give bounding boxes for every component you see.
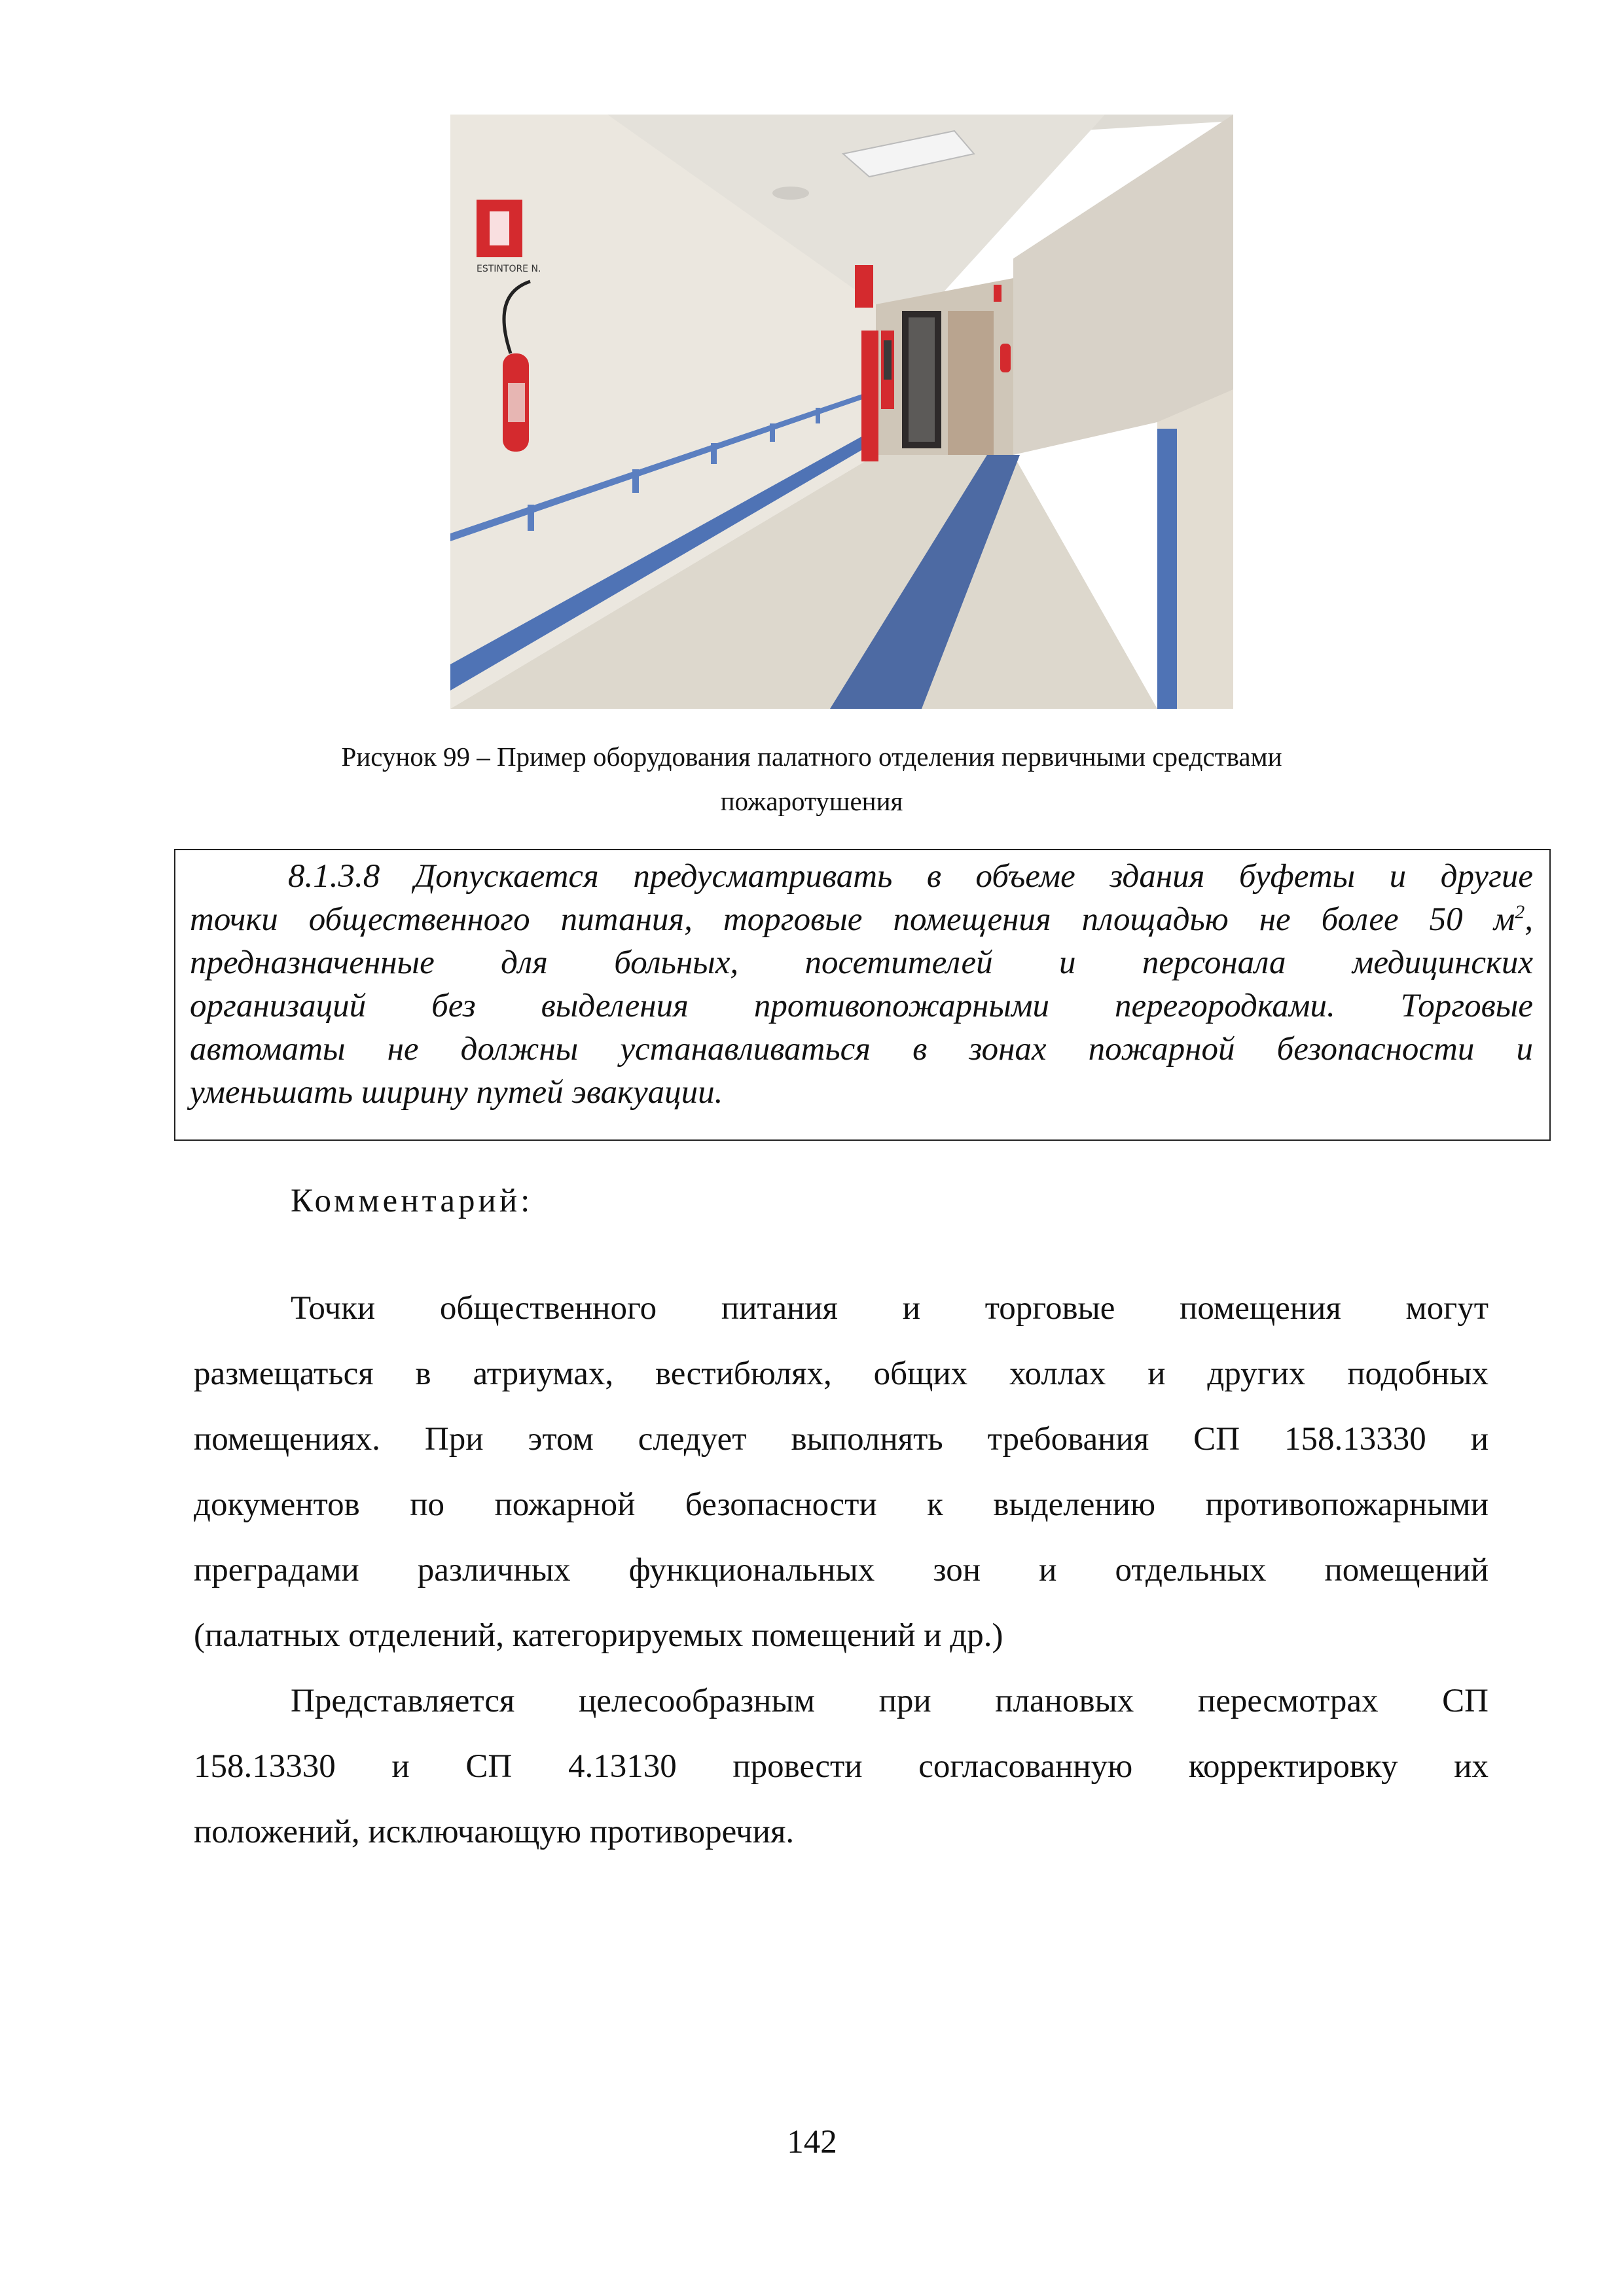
paragraph-line: Точки общественного питания и торговые помещения могут xyxy=(291,1290,1489,1327)
figure-caption-line: Рисунок 99 – Пример оборудования палатного отделения первичными средствами xyxy=(341,742,1282,772)
figure-caption-line: пожаротушения xyxy=(720,786,903,816)
paragraph-line: Представляется целесообразным при плановых пересмотрах СП xyxy=(291,1683,1489,1719)
clause-line: уменьшать ширину путей эвакуации. xyxy=(190,1074,723,1111)
paragraph-line: размещаться в атриумах, вестибюлях, общих холлах и других подобных xyxy=(194,1355,1489,1392)
figure-photo xyxy=(450,115,1233,709)
paragraph-line: 158.13330 и СП 4.13130 провести согласованную корректировку их xyxy=(194,1748,1489,1785)
page-number: 142 xyxy=(787,2124,837,2161)
right-wall-guard xyxy=(1157,429,1177,709)
fire-hose-cabinet xyxy=(861,331,878,461)
clause-line: предназначенные для больных, посетителей и персонала медицинских xyxy=(190,944,1533,981)
clause-line: точки общественного питания, торговые помещения площадью не более 50 $м^2$, xyxy=(190,901,1533,938)
paragraph-line: положений, исключающую противоречия. xyxy=(194,1814,795,1850)
paragraph-line: помещениях. При этом следует выполнять требования СП 158.13330 и xyxy=(194,1421,1489,1458)
paragraph-line: преградами различных функциональных зон и отдельных помещений xyxy=(194,1552,1489,1588)
clause-line: 8.1.3.8 Допускается предусматривать в объеме здания буфеты и другие xyxy=(288,858,1533,895)
corridor-photo xyxy=(450,115,1233,709)
paragraph-line: документов по пожарной безопасности к выделению противопожарными xyxy=(194,1486,1489,1523)
sign-label: ESTINTORE N. xyxy=(477,264,541,274)
paragraph-line: (палатных отделений, категорируемых помещений и др.) xyxy=(194,1617,1003,1654)
clause-line: автоматы не должны устанавливаться в зонах пожарной безопасности и xyxy=(190,1031,1533,1067)
clause-line: организаций без выделения противопожарными перегородками. Торговые xyxy=(190,988,1533,1024)
comment-heading: Комментарий: xyxy=(291,1183,533,1219)
